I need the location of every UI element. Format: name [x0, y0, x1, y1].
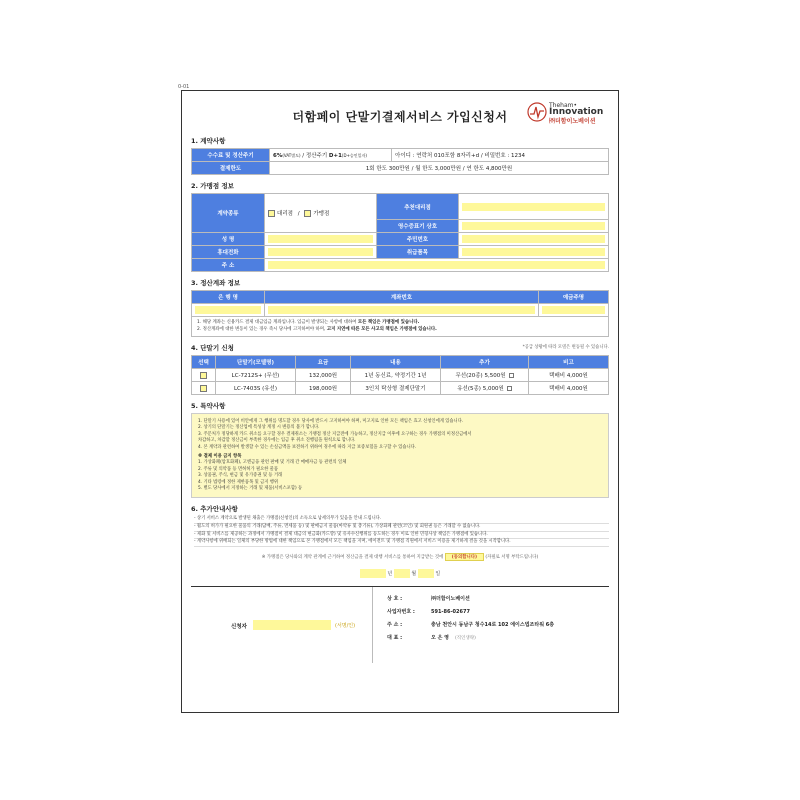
- applicant-label: 신청자: [231, 623, 247, 630]
- company-name: ㈜더함이노베이션: [431, 595, 470, 602]
- prohibited-item: 2. 주류 및 의약품 등 면허허가 필요한 물품: [198, 466, 279, 472]
- applicant-block: [191, 587, 373, 663]
- device-remark: 택배비 4,000원: [529, 369, 609, 382]
- consent-field[interactable]: (동의합니다): [445, 553, 484, 561]
- representative: 오 은 영: [431, 634, 449, 641]
- bank-field[interactable]: [192, 304, 265, 317]
- company-address-key: 주 소 :: [387, 621, 403, 628]
- recommender-label: 추천대리점: [377, 194, 459, 220]
- additional-note: - 월도의 허가가 필요한 물품의 거래(담배, 주류, 면세품 등) 및 판매금지 물품(마약류 및 총기류), 가상화폐 관련(코인) 및 회원권 등은 거래할 수 없습니다.: [194, 524, 609, 532]
- special-term: 1. 단말기 사용에 있어 비안에게 그 행위를 명도할 경우 당사에 반드시 고지하여야 하며, 미고지로 인한 모든 책임은 효고 신청인에게 있습니다.: [198, 419, 464, 424]
- holder-field[interactable]: [539, 304, 609, 317]
- recommender-field[interactable]: [459, 194, 609, 220]
- logo-mark-icon: [527, 101, 547, 123]
- contract-table: [191, 148, 609, 175]
- month-field[interactable]: [394, 569, 410, 578]
- consent-line: ※ 가맹점은 당사와의 계약 관계에 근거하여 정산금을 결제 대행 서비스를 통하여 지급받는 것에 (동의합니다) (자필로 서명 부탁드립니다): [261, 554, 539, 560]
- contract-type-label: 계약종류: [192, 194, 265, 233]
- section-contract-heading: 1. 계약사항: [191, 137, 226, 145]
- account-note-1: 1. 해당 계좌는 신용카드 결제 대금입금 계좌입니다. 입금이 발생되는 사항에 대하여 모든 책임은 가맹점에 있습니다.: [197, 320, 420, 325]
- section-device-heading: 4. 단말기 신청 *공급 상황에 따라 모델은 변동될 수 있습니다.: [191, 344, 609, 352]
- prohibited-items-heading: ※ 결제 이용 금지 항목: [198, 454, 242, 460]
- business-number-key: 사업자번호 :: [387, 608, 415, 615]
- limit-value: 1회 한도 300만원 / 월 한도 3,000만원 / 연 한도 4,800만원: [270, 162, 609, 175]
- business-number: 591-86-02677: [431, 608, 470, 615]
- page-title: 더함페이 단말기결제서비스 가입신청서: [292, 110, 508, 124]
- special-terms-box: [191, 413, 609, 498]
- representative-key: 대 표 :: [387, 634, 403, 641]
- holder-header: 예금주명: [539, 291, 609, 304]
- id-number-field[interactable]: [459, 233, 609, 246]
- prohibited-item: 4. 기타 법령에 정한 제한품목 및 금지 행위: [198, 479, 279, 485]
- device-content: 3인치 탁상형 결제단말기: [351, 382, 441, 395]
- item-label: 취급품목: [377, 246, 459, 259]
- merchant-table: [191, 193, 609, 272]
- remark-header: 비고: [529, 356, 609, 369]
- address-label: 주 소: [192, 259, 265, 272]
- price-header: 요금: [296, 356, 351, 369]
- agency-checkbox[interactable]: [268, 210, 275, 217]
- receipt-name-field[interactable]: [459, 220, 609, 233]
- device-extra: 무선(20종) 5,500원: [441, 369, 529, 382]
- account-number-header: 계좌번호: [265, 291, 539, 304]
- extra-2-checkbox[interactable]: [507, 386, 512, 391]
- company-address: 충남 천안시 동남구 청수14로 102 에이스법조타워 6층: [431, 621, 555, 628]
- phone-label: 휴대전화: [192, 246, 265, 259]
- prohibited-item: 5. 별도 당사에서 지정하는 거래 및 제품(서비스포함) 등: [198, 486, 303, 492]
- application-form: [181, 90, 619, 713]
- option-separator: /: [297, 211, 300, 217]
- signature-area: [191, 586, 609, 662]
- applicant-name-field[interactable]: [253, 620, 331, 630]
- merchant-checkbox[interactable]: [304, 210, 311, 217]
- extra-1-checkbox[interactable]: [509, 373, 514, 378]
- prohibited-item: 3. 상품권, 주식, 현금 및 유가증권 및 등 거래: [198, 473, 283, 479]
- account-table: [191, 290, 609, 317]
- company-info: [387, 593, 554, 645]
- item-field[interactable]: [459, 246, 609, 259]
- prohibited-item: 1. 가상화폐(암호화폐), 고엔금융 관련 판매 및 거래 간 매매자금 등 관련의 일체: [198, 460, 347, 466]
- device-extra: 유선(5종) 5,000원: [441, 382, 529, 395]
- additional-notes: [191, 516, 609, 546]
- special-term: 차감하고, 차감할 정산금이 부족한 경우에는 입금 후 취소 진행됨을 원칙으로 합니다.: [198, 438, 356, 444]
- fee-label: 수수료 및 정산주기: [192, 149, 270, 162]
- year-label: 년: [387, 570, 393, 577]
- device-price: 132,000원: [296, 369, 351, 382]
- content-header: 내용: [351, 356, 441, 369]
- document-code: 0-01: [178, 84, 190, 90]
- year-field[interactable]: [360, 569, 386, 578]
- day-field[interactable]: [418, 569, 434, 578]
- device-model: LC-7403S (유선): [216, 382, 296, 395]
- logo-english: Theham• Innovation: [549, 102, 604, 117]
- special-term: 2. 상기의 단말기는 정산업에 특성상 계정 시 변용의 불가 합니다.: [198, 425, 320, 431]
- logo-korean: ㈜더함이노베이션: [549, 118, 596, 125]
- device-2-checkbox[interactable]: [200, 385, 207, 392]
- merchant-option-label: 가맹점: [313, 211, 330, 217]
- extra-header: 추가: [441, 356, 529, 369]
- limit-label: 결제한도: [192, 162, 270, 175]
- account-info: 아이디 : 연락처 010포함 8자리+d / 비밀번호 : 1234: [392, 149, 609, 162]
- device-table: [191, 355, 609, 395]
- address-field[interactable]: [265, 259, 609, 272]
- device-select-cell: [192, 369, 216, 382]
- device-price: 198,000원: [296, 382, 351, 395]
- applicant-sign: (서명/인): [335, 622, 356, 629]
- account-notes: [191, 317, 609, 337]
- form-header: [191, 91, 609, 131]
- receipt-name-label: 영수증표기 상호: [377, 220, 459, 233]
- section-special-heading: 5. 특약사항: [191, 402, 226, 410]
- section-account-heading: 3. 정산계좌 정보: [191, 279, 241, 287]
- date-row: [191, 569, 609, 578]
- contract-type-options: [265, 194, 377, 233]
- device-1-checkbox[interactable]: [200, 372, 207, 379]
- device-remark: 택배비 4,000원: [529, 382, 609, 395]
- device-supply-note: *공급 상황에 따라 모델은 변동될 수 있습니다.: [522, 345, 609, 350]
- section-merchant-heading: 2. 가맹점 정보: [191, 182, 234, 190]
- account-note-2: 2. 정산계좌에 대한 변동이 있는 경우 즉시 당사에 고지하여야 하며, 고지 지연에 따른 모든 사고의 책임은 가맹점에 있습니다.: [197, 326, 437, 332]
- device-model: LC-7212S+ (무선): [216, 369, 296, 382]
- company-name-key: 상 호 :: [387, 595, 403, 602]
- phone-field[interactable]: [265, 246, 377, 259]
- device-select-cell: [192, 382, 216, 395]
- section-additional-heading: 6. 추가안내사항: [191, 505, 238, 514]
- device-content: 1년 동신료, 약정기간 1년: [351, 369, 441, 382]
- month-label: 월: [411, 570, 417, 577]
- bank-header: 은 행 명: [192, 291, 265, 304]
- special-term: 4. 본 계약과 관련하여 발생할 수 있는 손실금액을 보전하기 위하여 경우에 따라 지급 보증보험을 요구할 수 있습니다.: [198, 444, 417, 450]
- table-row: [192, 369, 609, 382]
- model-header: 단말기(모델명): [216, 356, 296, 369]
- select-header: 선택: [192, 356, 216, 369]
- name-field[interactable]: [265, 233, 377, 246]
- additional-note: - 계약사항에 위배되는 일체의 부당한 방법에 대한 책임으로 본 가맹점에서 모든 책임을 지며, 에이전트 및 가맹점 직원에서 서비스 이용을 제거하게 결을 것을 시작합니다.: [194, 539, 609, 547]
- fee-value: 6%(VAT별도) / 정산주기 D+1(D+승인일자): [270, 149, 392, 162]
- agency-option-label: 대리점: [277, 211, 293, 217]
- seal-omitted: (직인생략): [454, 635, 476, 641]
- additional-note: - 제화 및 서비스를 제공하는 과정에서 가맹점이 결제 대금의 현금화(카드깡) 및 유사수신행위를 등도하는 경우 이로 인한 민형사상 책임은 가맹점에 있습니다.: [194, 532, 609, 540]
- table-row: [192, 382, 609, 395]
- id-number-label: 주민번호: [377, 233, 459, 246]
- account-number-field[interactable]: [265, 304, 539, 317]
- additional-note: - 상기 서비스 계약으로 발생된 채출은 가맹점(신청인)의 소득으로 납세의무가 있음을 안내 드립니다.: [194, 516, 609, 524]
- name-label: 성 명: [192, 233, 265, 246]
- day-label: 일: [435, 570, 441, 577]
- special-term: 3. 주문처가 정당하게 카드 취소를 요구할 경우 결제취소는 가맹점 정산 지급전에 가능하고, 정산지급 이후에 요구하는 경우 가맹점의 미정산금에서: [198, 431, 472, 437]
- company-logo: [527, 101, 607, 127]
